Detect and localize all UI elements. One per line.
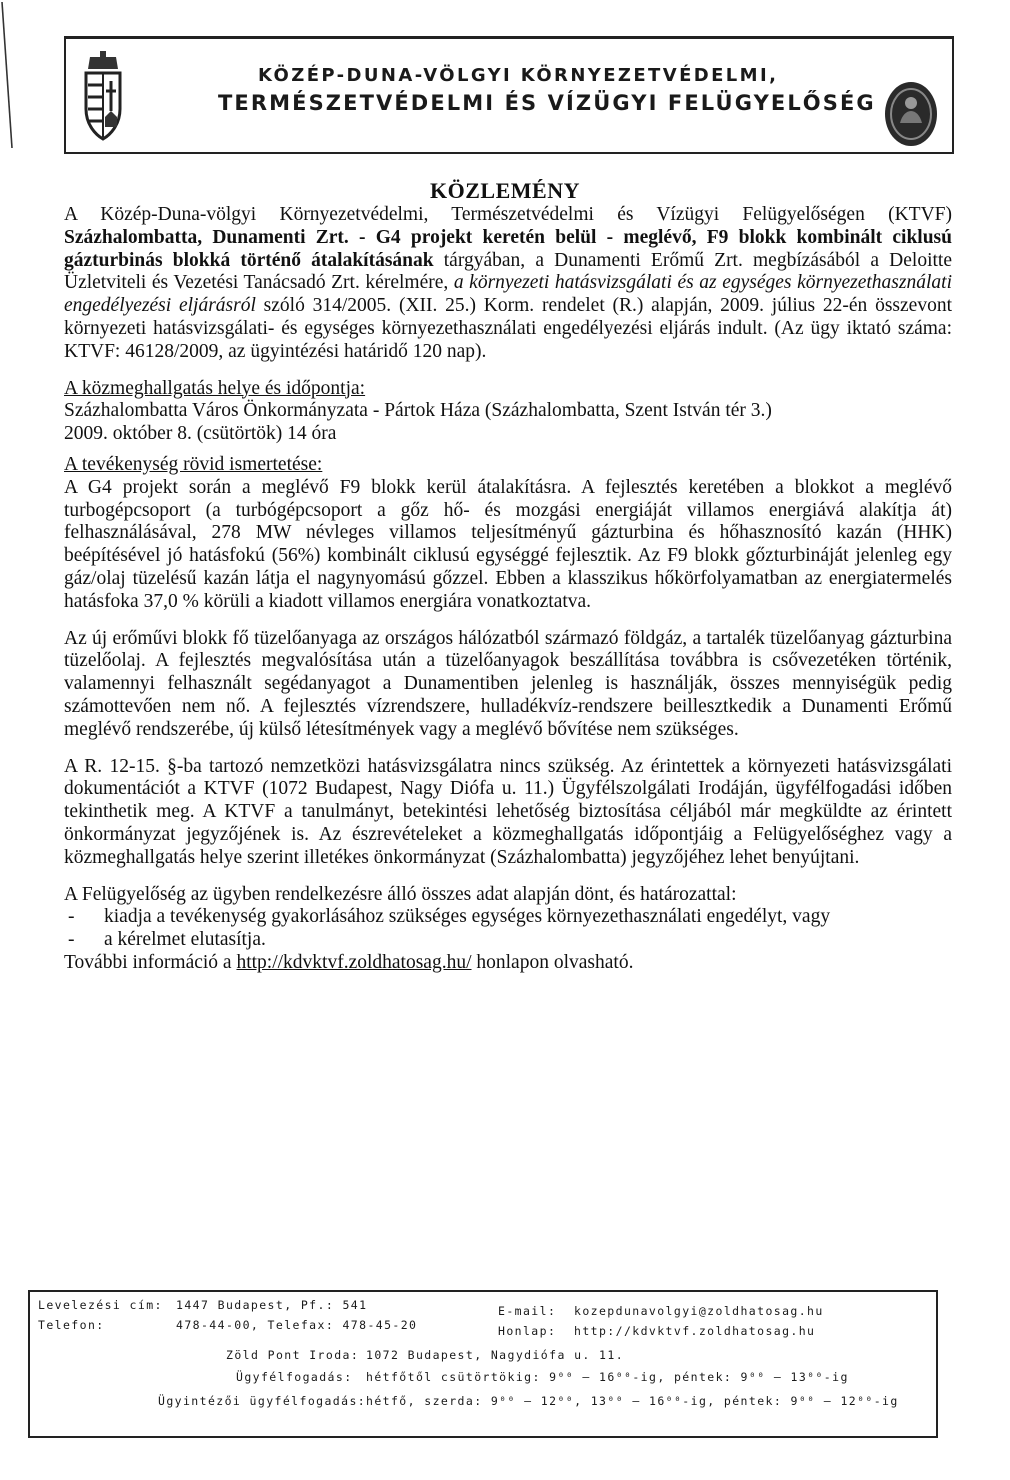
list-bullet: - — [68, 906, 75, 928]
email-value[interactable]: kozepdunavolgyi@zoldhatosag.hu — [574, 1304, 824, 1318]
address-label: Levelezési cím: — [38, 1298, 163, 1312]
decision-options — [64, 906, 952, 952]
green-office-value: 1072 Budapest, Nagydiófa u. 11. — [366, 1348, 625, 1362]
intro-paragraph — [64, 204, 952, 364]
list-item — [64, 929, 952, 952]
activity-paragraph-3: A R. 12-15. §-ba tartozó nemzetközi hatásvizsgálatra nincs szükség. Az érintettek a környezeti hatásvizsgálati dokumentációt a KTVF (1072 Budapest, Nagy Diófa u. 11.) Ügyfélszolgálati Irodáján, ügyfélfogadási időben tekinthetik meg. A KTVF a tanulmányt, betekintési lehetőség biztosítása céljából már megküldte az érintett önkormányzat jegyzőjének is. Az észrevételeket a közmeghallgatás időpontjáig a Felügyelőséghez vagy a közmeghallgatás helye szerint illetékes önkormányzat (Százhalombatta) jegyzőjéhez lehet benyújtani. — [64, 755, 952, 868]
activity-paragraph-1: A G4 projekt során a meglévő F9 blokk kerül átalakításra. A fejlesztés keretében a blokkot a meglévő turbogépcsoport (a turbógépcsoport a gőz hő- és mozgási energiáját villamos energiává alakítja át) felhasználásával, 278 MW névleges villamos teljesítményű gázturbina és hőhasznosító kazán (HHK) beépítésével jó hatásfokú (56%) kombinált ciklusú egységgé fejlesztik. Az F9 blokk gőzturbináját jelenleg egy gáz/olaj tüzelésű kazán látja el nagynyomású gőzzel. Ebben a klasszikus hőkörfolyamatban az energiatermelés hatásfoka 37,0 % körüli a kiadott villamos energiára vonatkoztatva. — [64, 476, 952, 612]
intro-text-2: tárgyában, a Dunamenti Erőmű Zrt. megbízásából a Deloitte Üzletviteli és Vezetési Tanácsadó Zrt. kérelmére, — [64, 249, 952, 294]
intro-regulation-title: a környezeti hatásvizsgálati és az egységes környezethasználati engedélyezési eljárásról — [64, 272, 952, 317]
address-value: 1447 Budapest, Pf.: 541 — [176, 1298, 368, 1312]
more-info-prefix: További információ a — [64, 951, 237, 973]
list-item — [64, 906, 952, 929]
office-hours-label: Ügyfélfogadás: — [236, 1370, 353, 1384]
decision-option-2: a kérelmet elutasítja. — [104, 929, 266, 951]
intro-subject: Százhalombatta, Dunamenti Zrt. - G4 projekt keretén belül - meglévő, F9 blokk kombinált ciklusú gázturbinás blokká történő átalakításának — [64, 226, 952, 271]
phone-label: Telefon: — [38, 1318, 105, 1332]
decision-intro: A Felügyelőség az ügyben rendelkezésre álló összes adat alapján dönt, és határozattal: — [64, 883, 737, 905]
notice-body — [64, 204, 952, 975]
green-office-label: Zöld Pont Iroda: — [226, 1348, 360, 1362]
document-title: KÖZLEMÉNY — [430, 178, 580, 203]
list-bullet: - — [68, 929, 75, 951]
activity-paragraph-2: Az új erőművi blokk fő tüzelőanyaga az országos hálózatból származó földgáz, a tartalék tüzelőanyag gázturbina tüzelőolaj. A fejlesztés megvalósítása után a tüzelőanyagok beszállítása továbbra is csővezetéken történik, valamennyi felhasznált segédanyagot a Dunamentiben jelenleg is használják, összes mennyiségük pedig számottevően nem nő. A fejlesztés vízrendszere, hulladékvíz-rendszere beillesztkedik a Dunamenti Erőmű meglévő rendszerébe, új külső létesítmények vagy a meglévő bővítése nem szükséges. — [64, 627, 952, 740]
hearing-date: 2009. október 8. (csütörtök) 14 óra — [64, 423, 337, 445]
margin-pen-stroke — [0, 0, 40, 160]
spacer — [64, 446, 952, 454]
website-link[interactable]: http://kdvktvf.zoldhatosag.hu/ — [236, 951, 472, 973]
hearing-heading: A közmeghallgatás helye és időpontja: — [64, 377, 366, 399]
office-hours-value: hétfőtől csütörtökig: 9⁰⁰ – 16⁰⁰-ig, péntek: 9⁰⁰ – 13⁰⁰-ig — [366, 1370, 849, 1384]
organization-name-line-1: KÖZÉP-DUNA-VÖLGYI KÖRNYEZETVÉDELMI, — [258, 65, 779, 86]
organization-name-line-2: TERMÉSZETVÉDELMI ÉS VÍZÜGYI FELÜGYELŐSÉG — [218, 91, 876, 115]
activity-heading: A tevékenység rövid ismertetése: — [64, 453, 323, 475]
website-label: Honlap: — [498, 1324, 557, 1338]
contact-footer — [28, 1290, 938, 1438]
decision-option-1: kiadja a tevékenység gyakorlásához szükséges egységes környezethasználati engedélyt, vagy — [104, 906, 831, 928]
coat-of-arms-icon — [80, 51, 126, 143]
letterhead — [64, 36, 954, 154]
hearing-location: Százhalombatta Város Önkormányzata - Pártok Háza (Százhalombatta, Szent István tér 3.) — [64, 400, 772, 422]
website-value[interactable]: http://kdvktvf.zoldhatosag.hu — [574, 1324, 816, 1338]
email-label: E-mail: — [498, 1304, 557, 1318]
emblem-icon — [882, 79, 940, 149]
case-officer-hours-value: hétfő, szerda: 9⁰⁰ – 12⁰⁰, 13⁰⁰ – 16⁰⁰-ig, péntek: 9⁰⁰ – 12⁰⁰-ig — [366, 1394, 899, 1408]
more-info-suffix: honlapon olvasható. — [471, 951, 634, 973]
intro-text-3: szóló 314/2005. (XII. 25.) Korm. rendelet (R.) alapján, 2009. július 22-én összevont környezeti hatásvizsgálati- és egységes környezethasználati engedélyezési eljárás indult. (Az ügy iktató száma: KTVF: 46128/2009, az ügyintézési határidő 120 nap). — [64, 295, 952, 362]
case-officer-hours-label: Ügyintézői ügyfélfogadás: — [158, 1394, 367, 1408]
more-info — [64, 952, 952, 975]
intro-text-1: A Közép-Duna-völgyi Környezetvédelmi, Természetvédelmi és Vízügyi Felügyelőségen (KTVF) — [64, 204, 952, 225]
phone-value: 478-44-00, Telefax: 478-45-20 — [176, 1318, 418, 1332]
